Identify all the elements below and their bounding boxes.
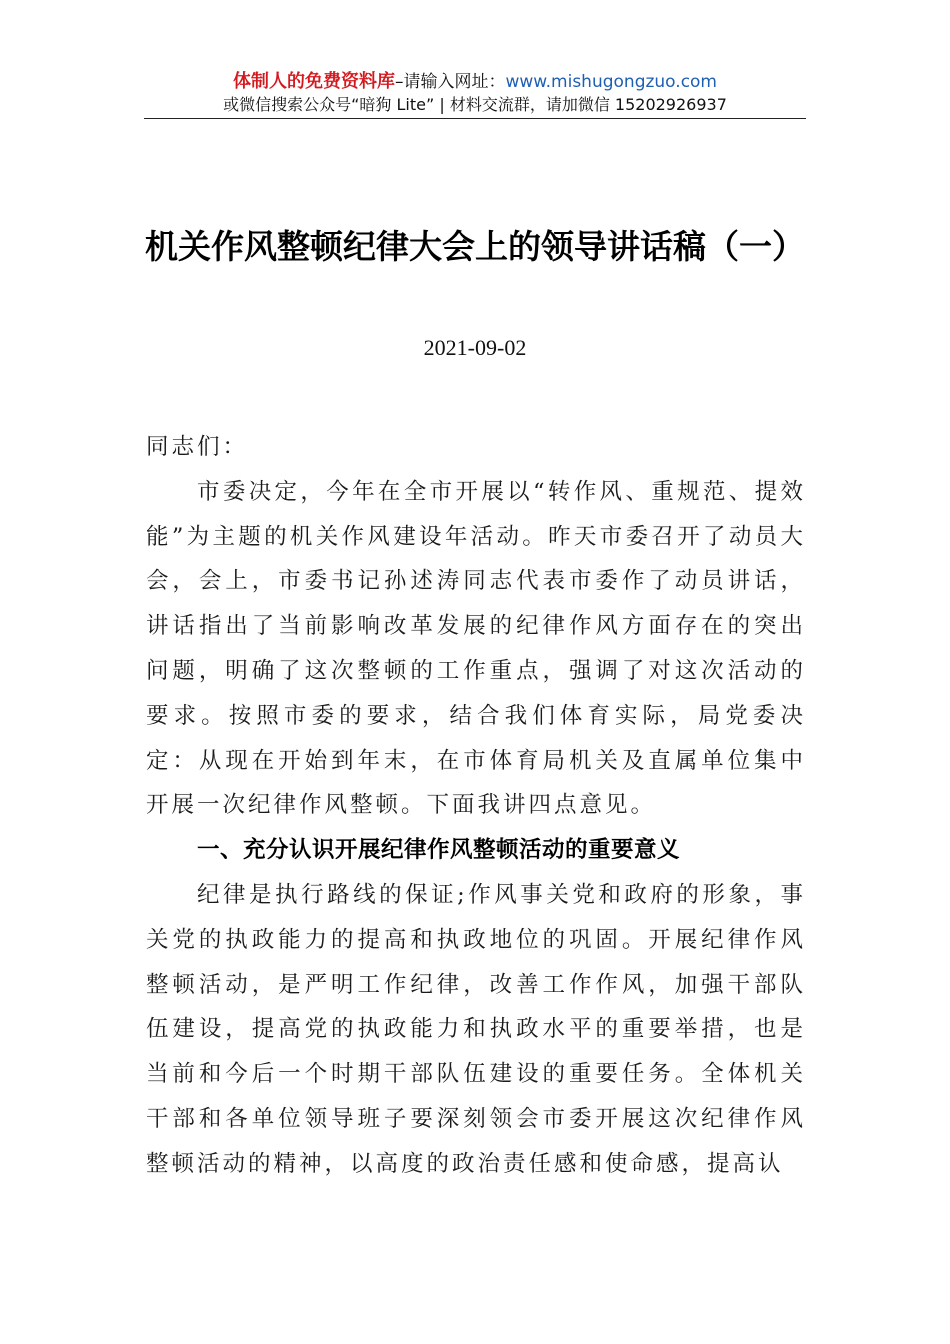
paragraph: 市委决定，今年在全市开展以“转作风、重规范、提效能”为主题的机关作风建设年活动。昨天市委召开了动员大会，会上，市委书记孙述涛同志代表市委作了动员讲话，讲话指出了当前影响改革发展的纪律作风方面存在的突出问题，明确了这次整顿的工作重点，强调了对这次活动的要求。按照市委的要求，结合我们体育实际，局党委决定：从现在开始到年末，在市体育局机关及直属单位集中开展一次纪律作风整顿。下面我讲四点意见。	[146, 478, 806, 819]
paragraph: 纪律是执行路线的保证;作风事关党和政府的形象，事关党的执政能力的提高和执政地位的巩固。开展纪律作风整顿活动，是严明工作纪律，改善工作作风，加强干部队伍建设，提高党的执政能力和执政水平的重要举措，也是当前和今后一个时期干部队伍建设的重要任务。全体机关干部和各单位领导班子要深刻领会市委开展这次纪律作风整顿活动的精神，以高度的政治责任感和使命感，提高认	[146, 881, 806, 1177]
document-title: 机关作风整顿纪律大会上的领导讲话稿（一）	[145, 227, 805, 266]
url-prompt: –请输入网址：	[394, 72, 506, 92]
header-banner	[0, 70, 950, 94]
header-divider	[144, 118, 806, 119]
brand-name: 体制人的免费资料库	[232, 71, 395, 92]
site-url-link[interactable]: www.mishugongzuo.com	[505, 72, 717, 92]
document-body	[146, 425, 806, 1187]
header-contact-line: 或微信搜索公众号“暗狗 Lite” | 材料交流群，请加微信 15202926937	[223, 95, 727, 114]
document-date: 2021-09-02	[423, 335, 527, 360]
section-heading: 一、充分认识开展纪律作风整顿活动的重要意义	[197, 837, 681, 864]
salutation: 同志们：	[146, 434, 249, 460]
